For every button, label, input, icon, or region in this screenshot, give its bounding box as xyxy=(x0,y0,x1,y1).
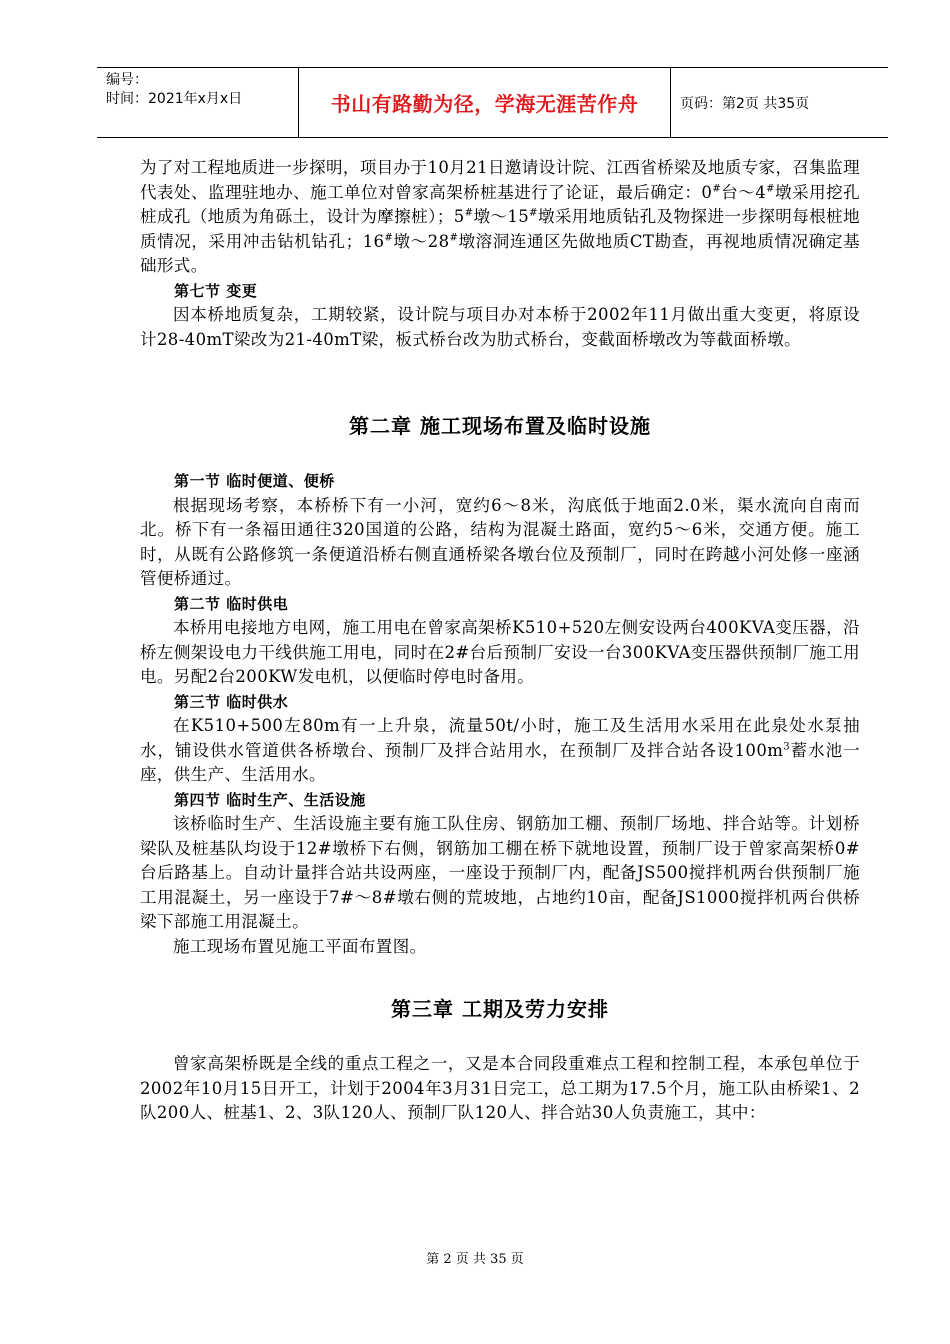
header-number-label: 编号： xyxy=(106,72,148,88)
intro-paragraph: 为了对工程地质进一步探明，项目办于10月21日邀请设计院、江西省桥梁及地质专家，召集监理代表处、监理驻地办、施工单位对曾家高架桥桩基进行了论证，最后确定：0#台～4#墩采用挖孔桩成孔（地质为角砾土，设计为摩擦桩）；5#墩～15#墩采用地质钻孔及物探进一步探明每根桩地质情况，采用冲击钻机钻孔；16#墩～28#墩溶洞连通区先做地质CT勘查，再视地质情况确定基础形式。 xyxy=(140,158,861,275)
section-paragraph: 因本桥地质复杂，工期较紧，设计院与项目办对本桥于2002年11月做出重大变更，将原设计28-40mT梁改为21-40mT梁，板式桥台改为肋式桥台，变截面桥墩改为等截面桥墩。 xyxy=(140,305,860,349)
section-heading: 第一节 临时便道、便桥 xyxy=(174,472,335,490)
header-meta xyxy=(97,68,299,137)
section-paragraph: 本桥用电接地方电网，施工用电在曾家高架桥K510+520左侧安设两台400KVA变压器，沿桥左侧架设电力干线供施工用电，同时在2#台后预制厂安设一台300KVA变压器供预制厂施工用电。另配2台200KW发电机，以便临时停电时备用。 xyxy=(140,618,860,686)
document-body xyxy=(140,156,860,1126)
section-heading: 第三节 临时供水 xyxy=(174,692,289,711)
page-footer: 第 2 页 共 35 页 xyxy=(426,1252,524,1267)
section-paragraph: 该桥临时生产、生活设施主要有施工队住房、钢筋加工棚、预制厂场地、拌合站等。计划桥梁队及桩基队均设于12#墩桥下右侧，钢筋加工棚在桥下就地设置，预制厂设于曾家高架桥0#台后路基上。自动计量拌合站共设两座，一座设于预制厂内，配备JS500搅拌机两台供预制厂施工用混凝土，另一座设于7#～8#墩右侧的荒坡地，占地约10亩，配备JS1000搅拌机两台供桥梁下部施工用混凝土。 xyxy=(140,814,860,931)
section-heading: 第二节 临时供电 xyxy=(174,594,289,613)
section-heading: 第四节 临时生产、生活设施 xyxy=(174,790,366,809)
section-heading: 第七节 变更 xyxy=(174,281,258,300)
chapter-title: 第三章 工期及劳力安排 xyxy=(391,997,609,1021)
header-page-info: 页码：第2页 共35页 xyxy=(680,95,810,112)
page-header xyxy=(97,67,888,138)
section-paragraph: 在K510+500左80m有一上升泉，流量50t/小时，施工及生活用水采用在此泉处水泵抽水，铺设供水管道供各桥墩台、预制厂及拌合站用水，在预制厂及拌合站各设$100m^3$蓄水池一座，供生产、生活用水。 xyxy=(140,716,860,784)
chapter-title: 第二章 施工现场布置及临时设施 xyxy=(349,414,651,438)
header-motto: 书山有路勤为径，学海无涯苦作舟 xyxy=(299,68,671,137)
section-paragraph: 曾家高架桥既是全线的重点工程之一，又是本合同段重难点工程和控制工程，本承包单位于2002年10月15日开工，计划于2004年3月31日完工，总工期为17.5个月，施工队由桥梁1、2队200人、桩基1、2、3队120人、预制厂队120人、拌合站30人负责施工，其中： xyxy=(140,1054,860,1122)
section-paragraph: 根据现场考察，本桥桥下有一小河，宽约6～8米，沟底低于地面2.0米，渠水流向自南而北。桥下有一条福田通往320国道的公路，结构为混凝土路面，宽约5～6米，交通方便。施工时，从既有公路修筑一条便道沿桥右侧直通桥梁各墩台位及预制厂，同时在跨越小河处修一座涵管便桥通过。 xyxy=(140,495,860,588)
layout-note: 施工现场布置见施工平面布置图。 xyxy=(173,936,427,956)
header-time-label: 时间：2021年x月x日 xyxy=(106,91,243,107)
